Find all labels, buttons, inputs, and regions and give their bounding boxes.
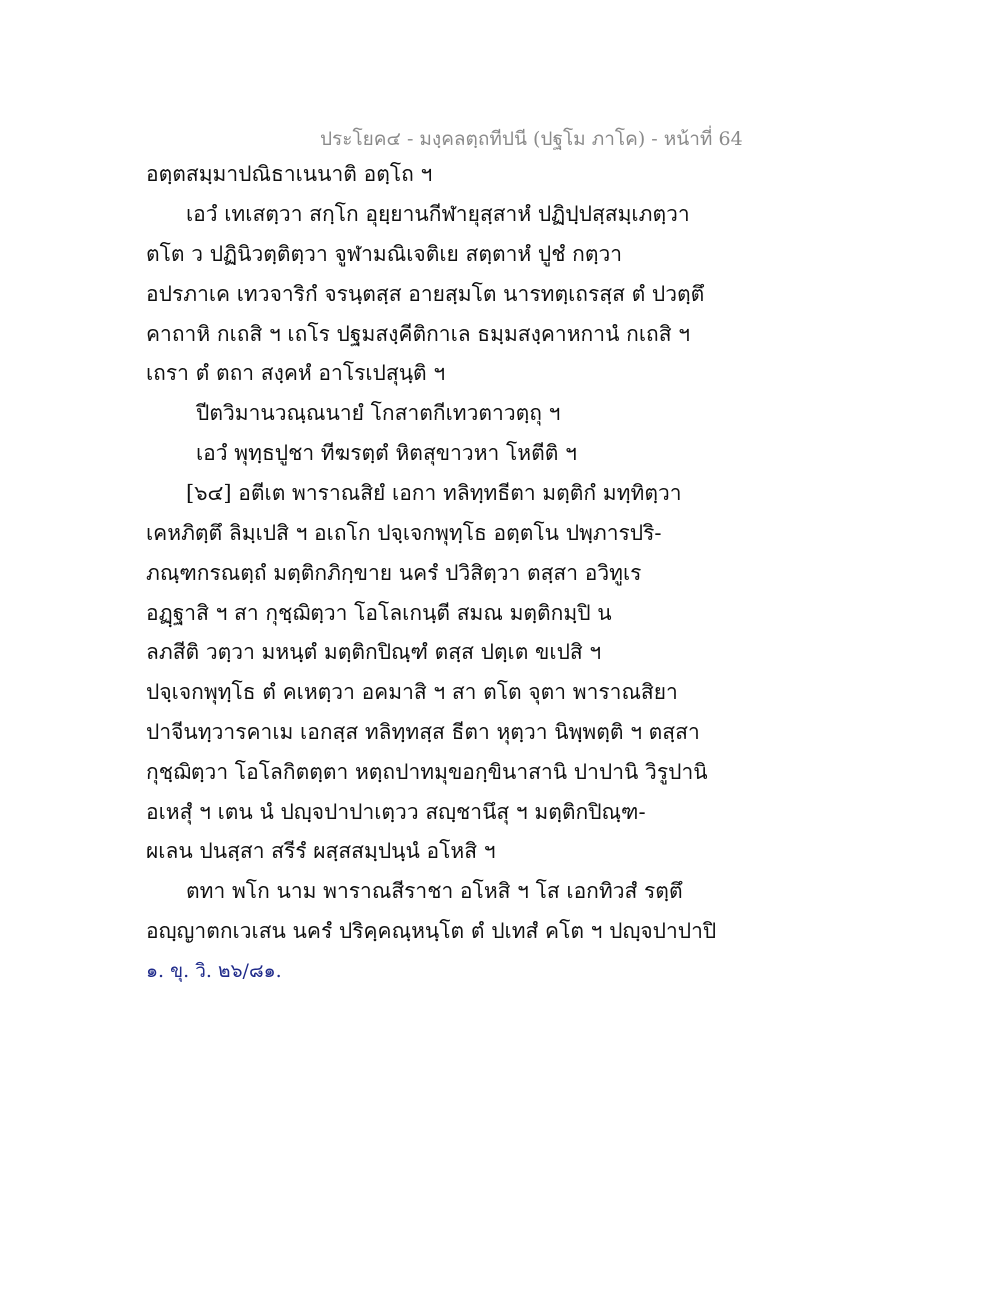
- text-line: เอวํ พุทฺธปูชา ทีฆรตฺตํ หิตสุขาวหา โหตีติ ฯ: [196, 441, 577, 465]
- text-line: คาถาหิ กเถสิ ฯ เถโร ปฐมสงฺคีติกาเล ธมฺมสงฺคาหกานํ กเถสิ ฯ: [146, 322, 690, 346]
- text-line: อญฺญาตกเวเสน นครํ ปริคฺคณฺหนฺโต ตํ ปเทสํ คโต ฯ ปญฺจปาปาปิ: [146, 919, 717, 943]
- text-line: ปจฺเจกพุทฺโธ ตํ คเหตฺวา อคมาสิ ฯ สา ตโต จุตา พาราณสิยา: [146, 680, 678, 704]
- text-line: ลภสีติ วตฺวา มหนฺตํ มตฺติกปิณฺฑํ ตสฺส ปตฺเต ขเปสิ ฯ: [146, 640, 602, 664]
- text-line: ตทา พโก นาม พาราณสีราชา อโหสิ ฯ โส เอกทิวสํ รตฺตึ: [186, 879, 683, 903]
- text-line: อเหสุํ ฯ เตน นํ ปญฺจปาปาเตฺวว สญฺชานึสุ ฯ มตฺติกปิณฺฑ-: [146, 800, 646, 824]
- text-line: [๖๔] อตีเต พาราณสิยํ เอกา ทลิทฺทธีตา มตฺติกํ มทฺทิตฺวา: [186, 481, 682, 505]
- text-line: ภณฺฑกรณตฺถํ มตฺติกภิกฺขาย นครํ ปวิสิตฺวา ตสฺสา อวิทูเร: [146, 561, 642, 585]
- text-line: ตโต ว ปฏินิวตฺติตฺวา จูฬามณิเจติเย สตฺตาหํ ปูชํ กตฺวา: [146, 242, 623, 266]
- text-line: เอวํ เทเสตฺวา สกฺโก อุยฺยานกีฬายุสฺสาหํ ปฏิปฺปสฺสมฺเภตฺวา: [186, 202, 690, 226]
- text-line: อตฺตสมฺมาปณิธาเนนาติ อตฺโถ ฯ: [146, 162, 433, 186]
- footnote: ๑. ขุ. วิ. ๒๖/๘๑.: [146, 960, 282, 982]
- text-line: อฏฺฐาสิ ฯ สา กุชฺฌิตฺวา โอโลเกนฺตี สมณ มตฺติกมฺปิ น: [146, 601, 612, 625]
- text-line: ผเลน ปนสฺสา สรีรํ ผสฺสสมฺปนฺนํ อโหสิ ฯ: [146, 839, 496, 863]
- text-line: เคหภิตฺตึ ลิมฺเปสิ ฯ อเถโก ปจฺเจกพุทฺโธ อตฺตโน ปพฺภารปริ-: [146, 521, 662, 545]
- text-line: ปีตวิมานวณฺณนายํ โกสาตกีเทวตาวตฺถุ ฯ: [196, 401, 561, 425]
- text-line: กุชฺฌิตฺวา โอโลกิตตฺตา หตฺถปาทมุขอกฺขินาสานิ ปาปานิ วิรูปานิ: [146, 760, 708, 784]
- text-line: อปรภาเค เทวจาริกํ จรนฺตสฺส อายสฺมโต นารทตฺเถรสฺส ตํ ปวตฺตึ: [146, 282, 705, 306]
- page-header: ประโยค๔ - มงฺคลตฺถทีปนี (ปฐโม ภาโค) - หน้าที่ 64: [320, 128, 743, 150]
- text-line: ปาจีนทฺวารคาเม เอกสฺส ทลิทฺทสฺส ธีตา หุตฺวา นิพฺพตฺติ ฯ ตสฺสา: [146, 720, 700, 744]
- text-line: เถรา ตํ ตถา สงฺคหํ อาโรเปสุนฺติ ฯ: [146, 361, 446, 385]
